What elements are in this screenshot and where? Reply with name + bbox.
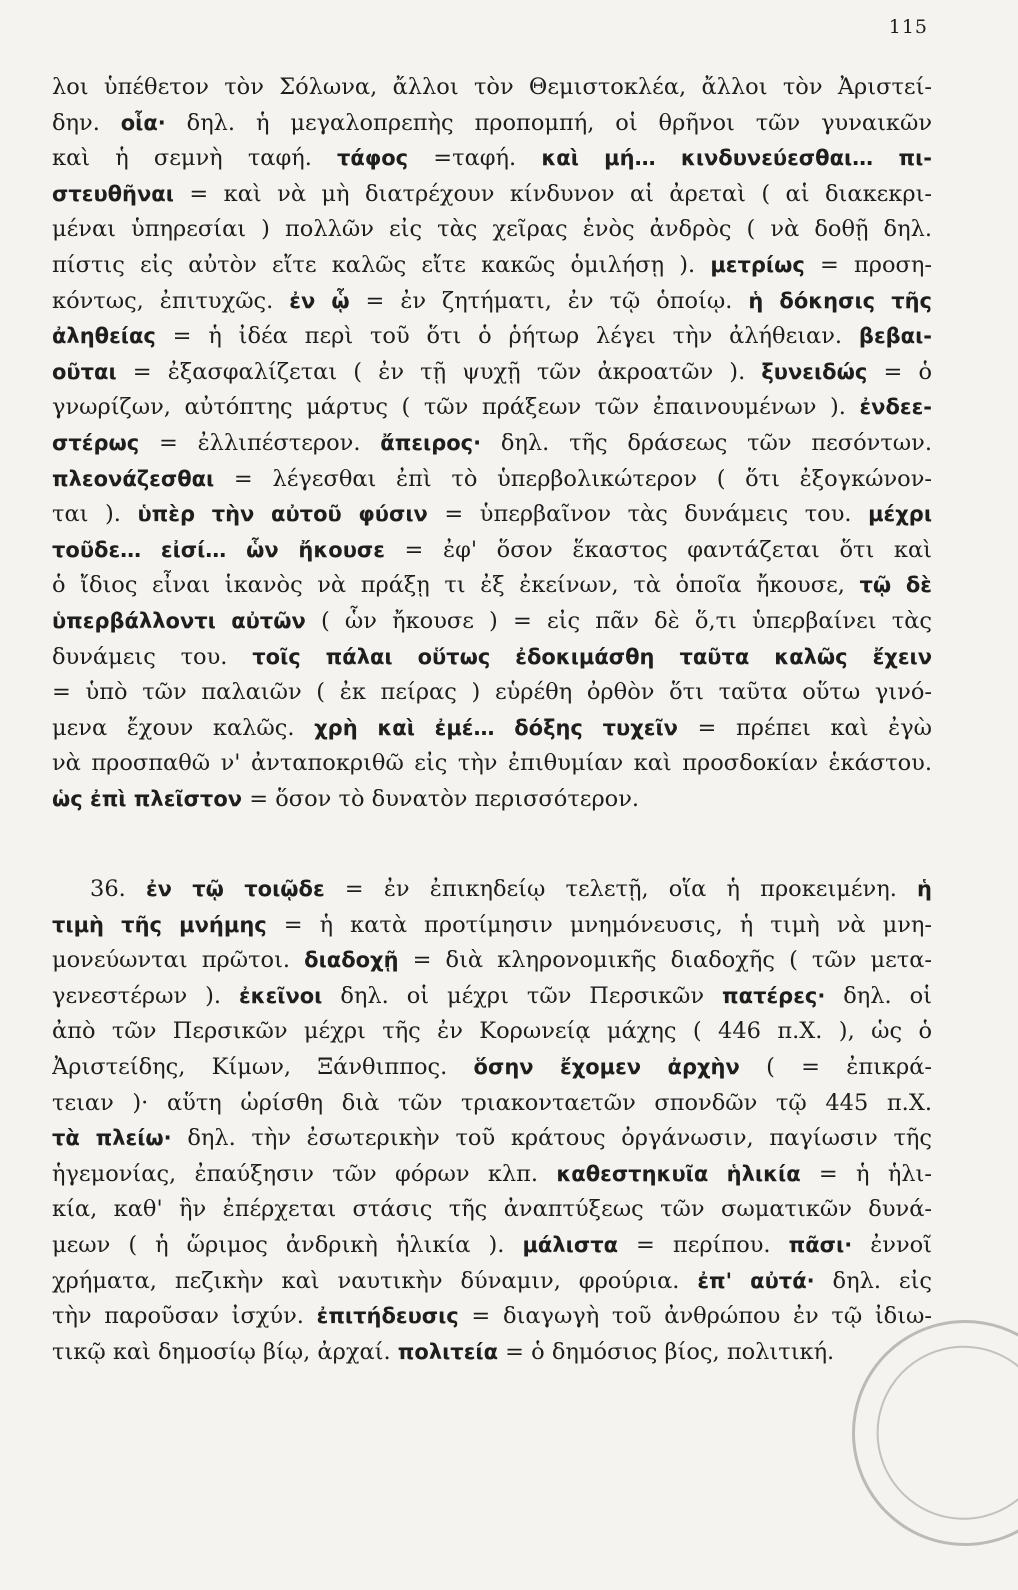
headword: ἄπειρος·	[380, 430, 482, 455]
text-line: δην. οἷα· δηλ. ἡ μεγαλοπρεπὴς προπομπή, οἱ θρῆνοι τῶν γυναικῶν	[52, 109, 932, 136]
headword: ἐπιτήδευσις	[316, 1304, 459, 1329]
headword: χρὴ καὶ ἐμέ… δόξης τυχεῖν	[314, 715, 678, 740]
headword: πατέρες·	[722, 983, 826, 1008]
headword: πλεονάζεσθαι	[52, 466, 215, 491]
text-line: ἀληθείας = ἡ ἰδέα περὶ τοῦ ὅτι ὁ ῥήτωρ λέγει τὴν ἀλήθειαν. βεβαι-	[52, 323, 932, 350]
text-line: τιμὴ τῆς μνήμης = ἡ κατὰ προτίμησιν μνημόνευσις, ἡ τιμὴ νὰ μνη-	[52, 911, 932, 938]
text-line: στέρως = ἐλλιπέστερον. ἄπειρος· δηλ. τῆς δράσεως τῶν πεσόντων.	[52, 429, 932, 456]
text-line: κόντως, ἐπιτυχῶς. ἐν ᾧ = ἐν ζητήματι, ἐν τῷ ὁποίῳ. ἡ δόκησις τῆς	[52, 287, 932, 314]
headword: ἡ	[917, 877, 932, 901]
text-line: ται ). ὑπὲρ τὴν αὐτοῦ φύσιν = ὑπερβαῖνον τὰς δυνάμεις του. μέχρι	[52, 501, 932, 528]
text-line: γνωρίζων, αὐτόπτης μάρτυς ( τῶν πράξεων τῶν ἐπαινουμένων ). ἐνδεε-	[52, 394, 932, 421]
text-line: μενα ἔχουν καλῶς. χρὴ καὶ ἐμέ… δόξης τυχεῖν = πρέπει καὶ ἐγὼ	[52, 714, 932, 741]
headword: ἐν ᾧ	[289, 288, 350, 313]
text-line: καὶ ἡ σεμνὴ ταφή. τάφος =ταφή. καὶ μή… κινδυνεύεσθαι… πι-	[52, 145, 932, 172]
text-line: στευθῆναι = καὶ νὰ μὴ διατρέχουν κίνδυνον αἱ ἀρεταὶ ( αἱ διακεκρι-	[52, 180, 932, 207]
text-line: οῦται = ἐξασφαλίζεται ( ἐν τῇ ψυχῇ τῶν ἀκροατῶν ). ξυνειδώς = ὁ	[52, 358, 932, 385]
headword: ἐνδεε-	[859, 395, 932, 420]
headword: ὡς ἐπὶ πλεῖστον	[52, 786, 243, 811]
text-line: μεων ( ἡ ὥριμος ἀνδρικὴ ἡλικία ). μάλιστα = περίπου. πᾶσι· ἐννοῖ	[52, 1231, 932, 1258]
headword: ἀληθείας	[52, 324, 156, 349]
headword: τῷ δὲ	[859, 573, 932, 598]
headword: τοῦδε… εἰσί… ὧν ἤκουσε	[52, 537, 385, 562]
headword: διαδοχῇ	[304, 948, 399, 973]
page-number: 115	[888, 16, 928, 38]
text-line: κία, καθ' ἣν ἐπέρχεται στάσις τῆς ἀναπτύξεως τῶν σωματικῶν δυνά-	[52, 1196, 932, 1223]
text-line: τὰ πλείω· δηλ. τὴν ἐσωτερικὴν τοῦ κράτους ὀργάνωσιν, παγίωσιν τῆς	[52, 1125, 932, 1152]
headword: στευθῆναι	[52, 181, 174, 206]
headword: στέρως	[52, 430, 140, 455]
commentary-paragraph-2	[52, 872, 932, 1370]
headword: ὅσην ἔχομεν ἀρχὴν	[473, 1054, 740, 1079]
text-line: γενεστέρων ). ἐκεῖνοι δηλ. οἱ μέχρι τῶν Περσικῶν πατέρες· δηλ. οἱ	[52, 982, 932, 1009]
text-line: χρήματα, πεζικὴν καὶ ναυτικὴν δύναμιν, φρούρια. ἐπ' αὐτά· δηλ. εἰς	[52, 1267, 932, 1294]
text-line: ἡγεμονίας, ἐπαύξησιν τῶν φόρων κλπ. καθεστηκυῖα ἡλικία = ἡ ἡλι-	[52, 1160, 932, 1187]
text-line: τὴν παροῦσαν ἰσχύν. ἐπιτήδευσις = διαγωγὴ τοῦ ἀνθρώπου ἐν τῷ ἰδιω-	[52, 1303, 932, 1330]
headword: ἐν τῷ τοιῷδε	[145, 877, 325, 901]
text-line: ὡς ἐπὶ πλεῖστον = ὅσον τὸ δυνατὸν περισσότερον.	[52, 785, 640, 812]
headword: μετρίως	[710, 252, 805, 277]
headword: οἷα·	[120, 110, 166, 135]
text-line: τειαν )· αὕτη ὡρίσθη διὰ τῶν τριακονταετῶν σπονδῶν τῷ 445 π.Χ.	[52, 1089, 932, 1116]
text-line: λοι ὑπέθετον τὸν Σόλωνα, ἄλλοι τὸν Θεμιστοκλέα, ἄλλοι τὸν Ἀριστεί-	[52, 74, 932, 100]
headword: ἡ δόκησις τῆς	[748, 288, 932, 313]
text-line: ὁ ἴδιος εἶναι ἱκανὸς νὰ πράξῃ τι ἐξ ἐκείνων, τὰ ὁποῖα ἤκουσε, τῷ δὲ	[52, 572, 932, 599]
text-line: πίστις εἰς αὐτὸν εἴτε καλῶς εἴτε κακῶς ὁμιλήσῃ ). μετρίως = προση-	[52, 251, 932, 278]
text-line: μέναι ὑπηρεσίαι ) πολλῶν εἰς τὰς χεῖρας ἑνὸς ἀνδρὸς ( νὰ δοθῇ δηλ.	[52, 216, 932, 243]
headword: μάλιστα	[522, 1232, 619, 1257]
text-line: δυνάμεις του. τοῖς πάλαι οὕτως ἐδοκιμάσθη ταῦτα καλῶς ἔχειν	[52, 643, 932, 670]
headword: ἐπ' αὐτά·	[697, 1268, 815, 1293]
text-line: 36. ἐν τῷ τοιῷδε = ἐν ἐπικηδείῳ τελετῇ, οἵα ἡ προκειμένη. ἡ	[90, 876, 932, 902]
headword: ὑπὲρ τὴν αὐτοῦ φύσιν	[137, 502, 428, 527]
text-line: τοῦδε… εἰσί… ὧν ἤκουσε = ἐφ' ὅσον ἕκαστος φαντάζεται ὅτι καὶ	[52, 536, 932, 563]
headword: καθεστηκυῖα ἡλικία	[556, 1161, 801, 1186]
headword: ἐκεῖνοι	[238, 983, 323, 1008]
headword: οῦται	[52, 359, 117, 384]
text-line: πλεονάζεσθαι = λέγεσθαι ἐπὶ τὸ ὑπερβολικώτερον ( ὅτι ἐξογκώνον-	[52, 465, 932, 492]
text-line: = ὑπὸ τῶν παλαιῶν ( ἐκ πείρας ) εὑρέθη ὀρθὸν ὅτι ταῦτα οὕτω γινό-	[52, 679, 932, 706]
text-line: ἀπὸ τῶν Περσικῶν μέχρι τῆς ἐν Κορωνείᾳ μάχης ( 446 π.Χ. ), ὡς ὁ	[52, 1018, 932, 1045]
text-line: Ἀριστείδης, Κίμων, Ξάνθιππος. ὅσην ἔχομεν ἀρχὴν ( = ἐπικρά-	[52, 1053, 932, 1080]
headword: πᾶσι·	[788, 1232, 853, 1257]
headword: τὰ πλείω·	[52, 1126, 172, 1151]
headword: πολιτεία	[397, 1339, 499, 1364]
headword: βεβαι-	[858, 324, 932, 349]
headword: τοῖς πάλαι οὕτως ἐδοκιμάσθη ταῦτα καλῶς ἔχειν	[252, 644, 932, 669]
text-line: νὰ προσπαθῶ ν' ἀνταποκριθῶ εἰς τὴν ἐπιθυμίαν καὶ προσδοκίαν ἑκάστου.	[52, 750, 932, 777]
text-line: μονεύωνται πρῶτοι. διαδοχῇ = διὰ κληρονομικῆς διαδοχῆς ( τῶν μετα-	[52, 947, 932, 974]
headword: καὶ μή… κινδυνεύεσθαι… πι-	[541, 146, 932, 171]
headword: τάφος	[337, 146, 409, 171]
commentary-paragraph-1	[52, 70, 932, 817]
headword: ξυνειδώς	[761, 359, 868, 384]
text-line: τικῷ καὶ δημοσίῳ βίῳ, ἀρχαί. πολιτεία = ὁ δημόσιος βίος, πολιτική.	[52, 1338, 835, 1365]
text-line: ὑπερβάλλοντι αὐτῶν ( ὧν ἤκουσε ) = εἰς πᾶν δὲ ὅ,τι ὑπερβαίνει τὰς	[52, 607, 932, 634]
headword: μέχρι	[868, 502, 932, 527]
headword: ὑπερβάλλοντι αὐτῶν	[52, 608, 306, 633]
headword: τιμὴ τῆς μνήμης	[52, 912, 267, 937]
